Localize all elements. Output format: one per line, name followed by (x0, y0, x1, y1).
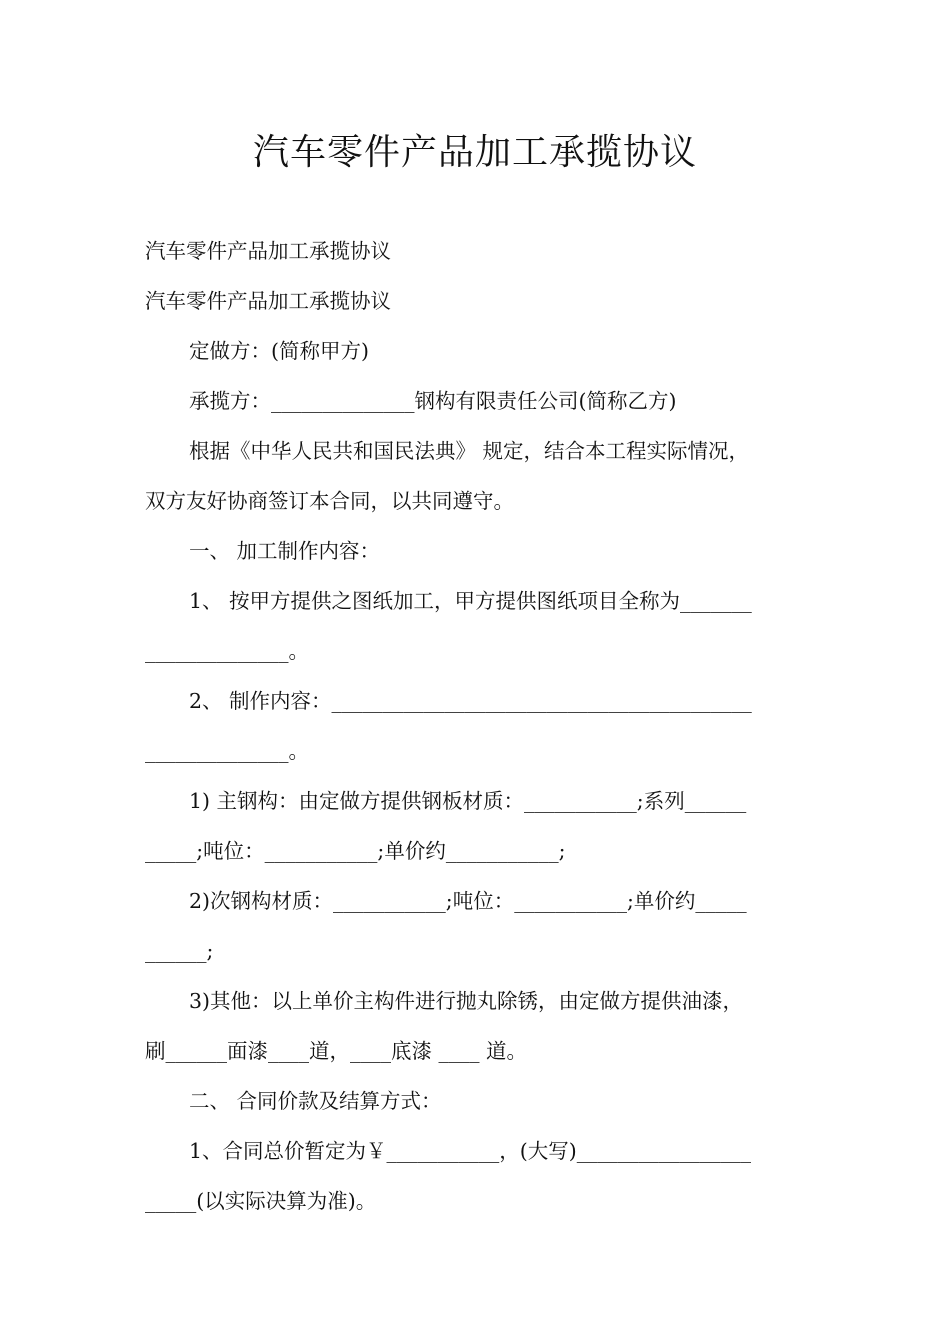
text-line: 1、 按甲方提供之图纸加工，甲方提供图纸项目全称为_______ (189, 589, 752, 613)
section-heading: 一、 加工制作内容： (189, 539, 381, 563)
text-line: 汽车零件产品加工承揽协议 (145, 239, 391, 263)
text-line: 刷______面漆____道，____底漆 ____ 道。 (145, 1039, 528, 1063)
text-line: 定做方：(简称甲方) (189, 339, 369, 363)
text-line: 1、合同总价暂定为￥___________，(大写)_________________ (189, 1139, 752, 1163)
text-line: ______________。 (145, 739, 309, 763)
section-heading: 二、 合同价款及结算方式： (189, 1089, 442, 1113)
text-line: _____(以实际决算为准)。 (145, 1189, 377, 1213)
text-line: 2、 制作内容：_________________________________________ (189, 689, 752, 713)
text-line: 根据《中华人民共和国民法典》 规定，结合本工程实际情况， (189, 439, 750, 463)
text-line: _____;吨位：___________;单价约___________; (145, 839, 566, 863)
text-line: 双方友好协商签订本合同，以共同遵守。 (145, 489, 514, 513)
text-line: ______________。 (145, 639, 309, 663)
text-line: 2)次钢构材质：___________;吨位：___________;单价约_____ (189, 889, 747, 913)
text-line: 1) 主钢构：由定做方提供钢板材质：___________;系列______ (189, 789, 747, 813)
document-title: 汽车零件产品加工承揽协议 (252, 132, 697, 173)
text-line: 汽车零件产品加工承揽协议 (145, 289, 391, 313)
text-line: ______; (145, 939, 214, 963)
text-line: 3)其他：以上单价主构件进行抛丸除锈，由定做方提供油漆， (189, 989, 744, 1013)
text-line: 承揽方：______________钢构有限责任公司(简称乙方) (189, 389, 677, 413)
